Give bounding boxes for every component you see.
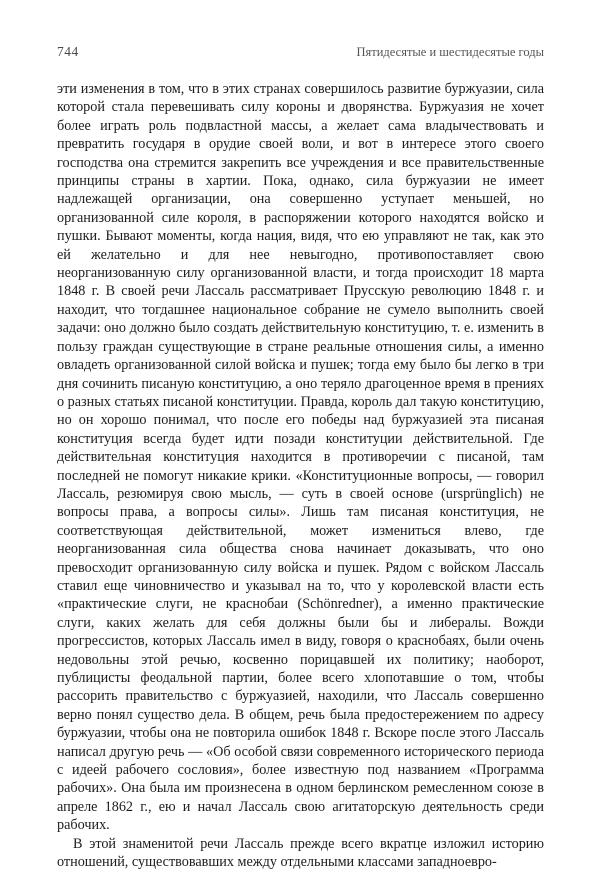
page-header (57, 44, 544, 60)
page-body (57, 80, 544, 871)
running-title: Пятидесятые и шестидесятые годы (356, 45, 544, 59)
paragraph: В этой знаменитой речи Лассаль прежде всего вкратце изложил историю отношений, существовавших между отдельными классами западноевро- (57, 835, 544, 871)
paragraph-continuation: эти изменения в том, что в этих странах совершилось развитие буржуазии, сила которой стала перевешивать силу короны и дворянства. Буржуазия не хочет более играть роль подвластной массы, а желает сама владычествовать и превратить государя в орудие своей воли, и вот в интересе этого своего господства она стремится закрепить все учреждения и все правительственные принципы страны в хартии. Пока, однако, сила буржуазии не имеет надлежащей организации, она совершенно уступает меньшей, но организованной силе короля, в распоряжении которого находятся войско и пушки. Бывают моменты, когда нация, видя, что ею управляют не так, как это ей желательно и для нее невыгодно, противопоставляет свою неорганизованную силу организованной власти, и тогда происходит 18 марта 1848 г. В своей речи Лассаль рассматривает Прусскую революцию 1848 г. и находит, что тогдашнее национальное собрание не сумело выполнить своей задачи: оно должно было создать действительную конституцию, т. е. изменить в пользу граждан существующие в стране реальные отношения силы, а именно овладеть организованной силой войска и пушек; тогда ему было бы легко в три дня сочинить писаную конституцию, а оно теряло драгоценное время в прениях о разных статьях писаной конституции. Правда, король дал такую конституцию, но он хорошо понимал, что после его победы над буржуазией эта писаная конституция всегда будет идти позади конституции действительной. Где действительная конституция находится в противоречии с писаной, там последней не помогут никакие крики. «Конституционные вопросы, — говорил Лассаль, резюмируя свою мысль, — суть в своей основе (ursprünglich) не вопросы права, а вопросы силы». Лишь там писаная конституция, не соответствующая действительной, может измениться влево, где неорганизованная сила общества снова начинает доказывать, что оно превосходит организованную силу войска и пушек. Рядом с войском Лассаль ставил еще чиновничество и указывал на то, что у королевской власти есть «практические слуги, не краснобаи (Schönredner), а именно практические слуги, каких желать для себя должны были бы и либералы. Вожди прогрессистов, которых Лассаль имел в виду, говоря о краснобаях, были очень недовольны этой речью, косвенно порицавшей их политику; наоборот, публицисты феодальной партии, более всего хлопотавшие о том, чтобы рассорить правительство с буржуазией, находили, что Лассаль совершенно верно понял существо дела. В общем, речь была предостережением по адресу буржуазии, чтобы она не повторила ошибок 1848 г. Вскоре после этого Лассаль написал другую речь — «Об особой связи современного исторического периода с идеей рабочего сословия», более известную под названием «Программа рабочих». Она была им произнесена в одном берлинском ремесленном союзе в апреле 1862 г., ею и начал Лассаль свою агитаторскую деятельность среди рабочих. (57, 81, 544, 834)
page-number: 744 (57, 44, 79, 59)
